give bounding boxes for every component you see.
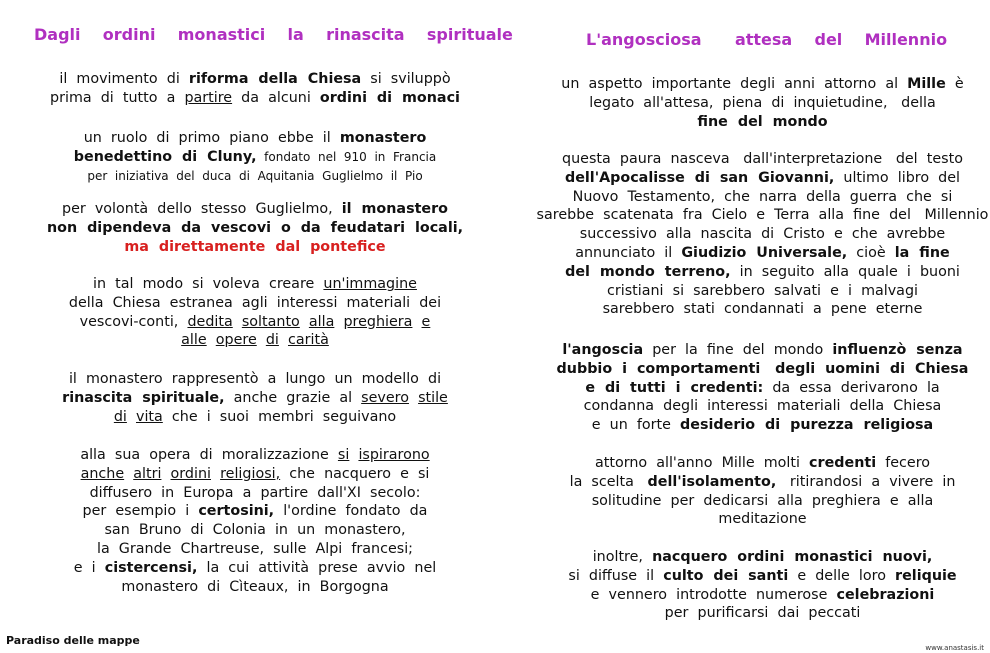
body-text: un aspetto importante degli anni attorno al (561, 76, 908, 92)
body-text (124, 466, 133, 482)
emphasis-text: credenti (809, 455, 877, 471)
body-text: da alcuni (232, 89, 320, 106)
text-line (0, 167, 510, 186)
body-text: annunciato il (575, 244, 682, 261)
right-paragraph-1 (535, 75, 990, 131)
text-line (535, 263, 990, 282)
body-text: solitudine per dedicarsi alla preghiera e alla (591, 492, 934, 509)
text-line (0, 502, 510, 521)
left-paragraph-4 (0, 275, 510, 350)
body-text: ritirandosi a vivere in (776, 473, 956, 490)
text-line (535, 113, 990, 132)
body-text: e un forte (591, 417, 681, 434)
emphasis-text: il monastero (341, 201, 448, 217)
body-text: la Grande Chartreuse, sulle Alpi francesi; (96, 540, 413, 557)
underlined-text: ordini (170, 465, 211, 482)
body-text: la scelta (569, 473, 648, 490)
body-text: si sviluppò (361, 71, 451, 87)
text-line (0, 559, 510, 578)
body-text: e i (73, 559, 105, 576)
right-paragraph-5 (535, 548, 990, 623)
text-line (0, 578, 510, 597)
body-text: per purificarsi dai peccati (664, 605, 861, 622)
text-line (535, 206, 990, 225)
emphasis-text: celebrazioni (836, 586, 935, 603)
body-text (211, 466, 220, 482)
body-text: vescovi-conti, (79, 313, 188, 330)
underlined-text: opere (215, 332, 257, 349)
body-text: per volontà dello stesso Guglielmo, (62, 201, 342, 217)
text-line (535, 604, 990, 623)
text-line (535, 169, 990, 188)
emphasis-text: Giudizio Universale, (681, 244, 848, 261)
text-line (0, 89, 510, 108)
text-line (535, 94, 990, 113)
text-line (0, 370, 510, 389)
body-text: alla sua opera di moralizzazione (80, 447, 338, 463)
underlined-text: religiosi, (220, 465, 281, 482)
text-line (535, 188, 990, 207)
left-paragraph-3 (0, 200, 510, 256)
body-text: questa paura nasceva dall'interpretazione del testo (562, 151, 963, 167)
body-text: il movimento di (59, 71, 189, 87)
underlined-text: e (421, 313, 431, 330)
body-text (127, 409, 136, 425)
body-text: l'ordine fondato da (274, 503, 428, 520)
text-line (0, 446, 510, 465)
emphasis-text: cistercensi, (104, 559, 198, 576)
text-line (535, 341, 990, 360)
emphasis-text: desiderio di purezza religiosa (680, 417, 934, 434)
body-text: successivo alla nascita di Cristo e che avrebbe (579, 226, 946, 243)
body-text: si diffuse il (568, 567, 664, 584)
body-text: che i suoi membri seguivano (162, 408, 397, 425)
body-text: anche grazie al (224, 389, 362, 406)
text-line (0, 70, 510, 89)
body-text: un ruolo di primo piano ebbe il (83, 130, 340, 146)
footer-watermark: www.anastasis.it (925, 644, 984, 652)
text-line (535, 454, 990, 473)
emphasis-text: reliquie (895, 567, 957, 584)
underlined-text: partire (184, 89, 233, 106)
body-text: prima di tutto a (50, 89, 185, 106)
body-text (257, 332, 266, 348)
right-title: L'angosciosa attesa del Millennio (586, 30, 948, 49)
body-text: della Chiesa estranea agli interessi materiali dei (68, 294, 442, 311)
body-text (233, 314, 242, 330)
text-line (0, 540, 510, 559)
right-paragraph-3 (535, 341, 990, 435)
underlined-text: si (337, 447, 350, 463)
underlined-text: severo (361, 389, 409, 406)
emphasis-text: nacquero ordini monastici nuovi, (652, 549, 933, 565)
emphasis-text: dell'isolamento, (647, 473, 777, 490)
body-text: da essa derivarono la (763, 379, 940, 396)
underlined-text: alle (181, 332, 207, 349)
text-line (0, 275, 510, 294)
underlined-text: carità (288, 332, 329, 349)
text-line (0, 219, 510, 238)
text-line (0, 129, 510, 148)
text-line (535, 244, 990, 263)
left-paragraph-1 (0, 70, 510, 108)
text-line (0, 313, 510, 332)
underlined-text: dedita (187, 313, 233, 330)
emphasis-text: del mondo terreno, (565, 263, 731, 280)
body-text: e vennero introdotte numerose (590, 586, 837, 603)
body-text: meditazione (718, 511, 807, 528)
body-text: san Bruno di Colonia in un monastero, (104, 522, 406, 539)
body-text: ultimo libro del (834, 169, 961, 186)
underlined-text: vita (136, 408, 163, 425)
text-line (535, 379, 990, 398)
text-line (0, 294, 510, 313)
emphasis-text: l'angoscia (562, 342, 644, 358)
body-text (300, 314, 309, 330)
emphasis-text: benedettino di Cluny, (73, 148, 257, 165)
body-text: la cui attività prese avvio nel (197, 559, 437, 576)
text-line (0, 331, 510, 350)
body-text: cioè (847, 244, 895, 261)
body-text: che nacquero e si (280, 465, 430, 482)
text-line (535, 473, 990, 492)
text-line (535, 300, 990, 319)
underlined-text: stile (418, 389, 448, 406)
emphasis-text: rinascita spirituale, (62, 389, 225, 406)
text-line (0, 521, 510, 540)
left-paragraph-5 (0, 370, 510, 426)
underlined-text: altri (133, 465, 162, 482)
emphasis-text: ma direttamente dal pontefice (124, 238, 386, 255)
text-line (535, 567, 990, 586)
text-line (0, 200, 510, 219)
text-line (0, 148, 510, 167)
text-line (535, 510, 990, 529)
body-text: cristiani si sarebbero salvati e i malvagi (607, 282, 918, 299)
body-text: diffusero in Europa a partire dall'XI secolo: (89, 484, 421, 501)
left-paragraph-2 (0, 129, 510, 185)
footer-caption: Paradiso delle mappe (6, 634, 140, 647)
text-line (535, 416, 990, 435)
emphasis-text: certosini, (198, 503, 275, 520)
emphasis-text: fine del mondo (697, 113, 828, 130)
text-line (535, 586, 990, 605)
text-line (0, 465, 510, 484)
body-text: inoltre, (592, 549, 653, 565)
body-text: monastero di Cìteaux, in Borgogna (121, 578, 389, 595)
body-text: in tal modo si voleva creare (93, 276, 324, 292)
left-title: Dagli ordini monastici la rinascita spirituale (34, 25, 513, 44)
emphasis-text: e di tutti i credenti: (585, 379, 764, 396)
underlined-text: preghiera (343, 313, 413, 330)
body-text (207, 332, 216, 348)
text-line (535, 360, 990, 379)
underlined-text: soltanto (241, 313, 300, 330)
body-text: per esempio i (82, 503, 199, 520)
text-line (535, 548, 990, 567)
left-paragraph-6 (0, 446, 510, 596)
text-line (535, 397, 990, 416)
emphasis-text: non dipendeva da vescovi o da feudatari locali, (46, 219, 464, 236)
text-line (0, 389, 510, 408)
body-text: Nuovo Testamento, che narra della guerra che si (572, 188, 953, 205)
text-line (535, 150, 990, 169)
body-text: e delle loro (788, 567, 896, 584)
body-text (412, 314, 421, 330)
text-line (0, 484, 510, 503)
body-text: fecero (876, 455, 931, 471)
text-line (535, 492, 990, 511)
body-text: per la fine del mondo (643, 342, 833, 358)
emphasis-text: la fine (894, 244, 950, 261)
body-text: fondato nel 910 in Francia (256, 149, 437, 164)
underlined-text: un'immagine (323, 276, 417, 292)
body-text (161, 466, 170, 482)
emphasis-text: Mille (907, 76, 946, 92)
right-paragraph-4 (535, 454, 990, 529)
emphasis-text: culto dei santi (663, 567, 789, 584)
emphasis-text: riforma della Chiesa (188, 71, 362, 87)
right-paragraph-2 (535, 150, 990, 319)
text-line (0, 238, 510, 257)
underlined-text: alla (308, 313, 335, 330)
emphasis-text: influenzò senza (832, 342, 963, 358)
emphasis-text: dell'Apocalisse di san Giovanni, (564, 169, 835, 186)
body-text: per iniziativa del duca di Aquitania Guglielmo il Pio (87, 168, 423, 183)
underlined-text: anche (80, 465, 125, 482)
text-line (0, 408, 510, 427)
body-text: condanna degli interessi materiali della Chiesa (583, 398, 942, 415)
text-line (535, 225, 990, 244)
emphasis-text: dubbio i comportamenti degli uomini di Chiesa (556, 360, 969, 377)
emphasis-text: monastero (339, 130, 427, 146)
underlined-text: di (265, 332, 279, 349)
text-line (535, 282, 990, 301)
body-text: legato all'attesa, piena di inquietudine, della (589, 94, 936, 111)
body-text: in seguito alla quale i buoni (730, 263, 960, 280)
body-text: attorno all'anno Mille molti (594, 455, 810, 471)
text-line (535, 75, 990, 94)
emphasis-text: ordini di monaci (319, 89, 460, 106)
body-text (409, 390, 418, 406)
body-text: sarebbero stati condannati a pene eterne (602, 301, 923, 318)
body-text: è (945, 76, 964, 92)
underlined-text: di (113, 408, 127, 425)
body-text: sarebbe scatenata fra Cielo e Terra alla fine del Millennio (536, 207, 989, 224)
underlined-text: ispirarono (358, 447, 430, 463)
body-text: il monastero rappresentò a lungo un modello di (68, 371, 442, 387)
body-text (279, 332, 288, 348)
